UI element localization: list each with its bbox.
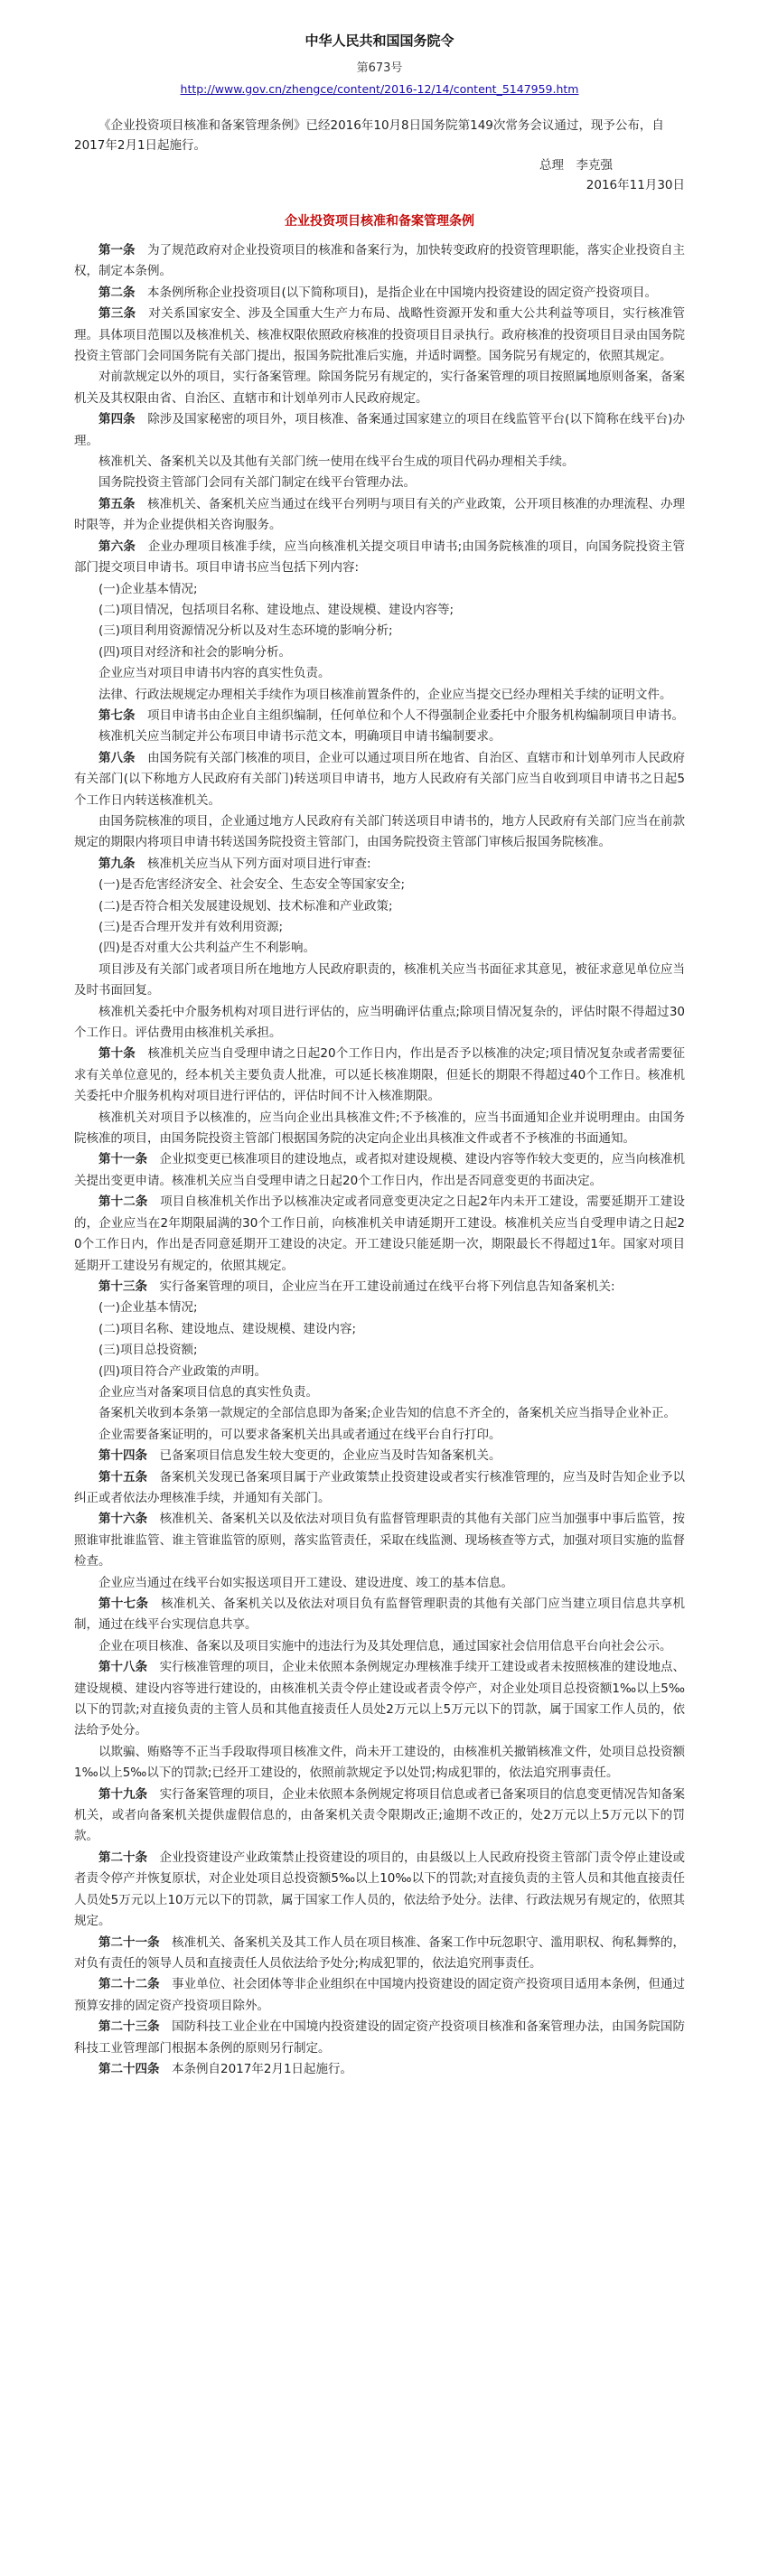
- clause-paragraph: [74, 600, 685, 621]
- paragraph-text: 核准机关、备案机关以及依法对项目负有监督管理职责的其他有关部门应当加强事中事后监管，按照谁审批谁监管、谁主管谁监管的原则，落实监管责任，采取在线监测、现场核查等方式，加强对项目实施的监督检查。: [74, 1512, 686, 1569]
- clause-paragraph: [74, 917, 685, 938]
- paragraph-text: (一)企业基本情况;: [98, 581, 198, 596]
- clause-paragraph: [74, 579, 685, 600]
- paragraph-text: 备案机关收到本条第一款规定的全部信息即为备案;企业告知的信息不齐全的，备案机关应当指导企业补正。: [98, 1406, 677, 1421]
- article-paragraph: [74, 2017, 685, 2059]
- article-number: 第十六条: [98, 1512, 148, 1527]
- paragraph-text: 企业办理项目核准手续，应当向核准机关提交项目申请书;由国务院核准的项目，向国务院投资主管部门提交项目申请书。项目申请书应当包括下列内容:: [74, 539, 685, 576]
- article-paragraph: [74, 304, 685, 367]
- clause-paragraph: [74, 938, 685, 959]
- article-number: 第十二条: [98, 1194, 148, 1210]
- article-paragraph: [74, 240, 685, 283]
- intro-paragraph: 《企业投资项目核准和备案管理条例》已经2016年10月8日国务院第149次常务会议通过，现予公布，自2017年2月1日起施行。: [74, 118, 664, 153]
- paragraph-text: 企业拟变更已核准项目的建设地点，或者拟对建设规模、建设内容等作较大变更的，应当向核准机关提出变更申请。核准机关应当自受理申请之日起20个工作日内，作出是否同意变更的书面决定。: [74, 1152, 686, 1188]
- article-paragraph: [74, 494, 685, 537]
- paragraph-text: 企业应当通过在线平台如实报送项目开工建设、建设进度、竣工的基本信息。: [98, 1575, 513, 1590]
- clause-paragraph: [74, 960, 685, 1002]
- paragraph-text: 对前款规定以外的项目，实行备案管理。除国务院另有规定的，实行备案管理的项目按照属地原则备案，备案机关及其权限由省、自治区、直辖市和计划单列市人民政府规定。: [74, 370, 685, 406]
- clause-paragraph: [74, 811, 685, 854]
- source-link-row: [74, 82, 685, 96]
- paragraph-text: (三)是否合理开发并有效利用资源;: [98, 920, 284, 934]
- article-number: 第十条: [98, 1046, 136, 1062]
- paragraph-text: 项目涉及有关部门或者项目所在地地方人民政府职责的，核准机关应当书面征求其意见，被征求意见单位应当及时书面回复。: [74, 961, 685, 998]
- clause-paragraph: [74, 1340, 685, 1361]
- article-number: 第七条: [98, 707, 136, 723]
- paragraph-text: 实行核准管理的项目，企业未依照本条例规定办理核准手续开工建设或者未按照核准的建设地点、建设规模、建设内容等进行建设的，由核准机关责令停止建设或者责令停产，对企业处项目总投资额1‰以上5‰以下的罚款;对直接负责的主管人员和其他直接责任人员处2万元以上5万元以下的罚款，属于国家工作人员的，依法给予处分。: [74, 1660, 686, 1738]
- paragraph-text: (一)是否危害经济安全、社会安全、生态安全等国家安全;: [98, 877, 406, 893]
- article-paragraph: [74, 1974, 685, 2017]
- article-paragraph: [74, 1149, 685, 1192]
- signatory: 总理 李克强: [539, 158, 613, 173]
- clause-paragraph: [74, 1362, 685, 1382]
- article-number: 第十五条: [98, 1469, 148, 1485]
- paragraph-text: 为了规范政府对企业投资项目的核准和备案行为，加快转变政府的投资管理职能，落实企业投资自主权，制定本条例。: [74, 243, 686, 279]
- clause-paragraph: [74, 1382, 685, 1403]
- regulation-body: [74, 240, 685, 2080]
- paragraph-text: 备案机关发现已备案项目属于产业政策禁止投资建设或者实行核准管理的，应当及时告知企业予以纠正或者依法办理核准手续，并通知有关部门。: [74, 1469, 686, 1505]
- paragraph-text: 除涉及国家秘密的项目外，项目核准、备案通过国家建立的项目在线监管平台(以下简称在线平台)办理。: [74, 412, 685, 448]
- paragraph-text: 企业应当对备案项目信息的真实性负责。: [98, 1384, 318, 1400]
- article-paragraph: [74, 283, 685, 304]
- clause-paragraph: [74, 1297, 685, 1318]
- article-paragraph: [74, 1446, 685, 1466]
- paragraph-text: 对关系国家安全、涉及全国重大生产力布局、战略性资源开发和重大公共利益等项目，实行核准管理。具体项目范围以及核准机关、核准权限依照政府核准的投资项目目录执行。政府核准的投资项目目录由国务院投资主管部门会同国务院有关部门提出，报国务院批准后实施，并适时调整。国务院另有规定的，依照其规定。: [74, 306, 686, 364]
- article-number: 第十七条: [98, 1597, 149, 1611]
- article-paragraph: [74, 2059, 685, 2080]
- paragraph-text: 本条例所称企业投资项目(以下简称项目)，是指企业在中国境内投资建设的固定资产投资项目。: [147, 285, 658, 300]
- paragraph-text: 核准机关、备案机关以及依法对项目负有监督管理职责的其他有关部门应当建立项目信息共享机制，通过在线平台实现信息共享。: [74, 1597, 686, 1633]
- paragraph-text: 项目自核准机关作出予以核准决定或者同意变更决定之日起2年内未开工建设，需要延期开工建设的，企业应当在2年期限届满的30个工作日前，向核准机关申请延期开工建设。核准机关应当自受理申请之日起20个工作日内，作出是否同意延期开工建设的决定。开工建设只能延期一次，期限最长不得超过1年。国家对项目延期开工建设另有规定的，依照其规定。: [74, 1194, 686, 1273]
- regulation-title: 企业投资项目核准和备案管理条例: [285, 214, 474, 229]
- article-paragraph: [74, 409, 685, 452]
- clause-paragraph: [74, 896, 685, 917]
- article-paragraph: [74, 1848, 685, 1933]
- article-number: 第十三条: [98, 1279, 147, 1294]
- paragraph-text: 实行备案管理的项目，企业未依照本条例规定将项目信息或者已备案项目的信息变更情况告知备案机关，或者向备案机关提供虚假信息的，由备案机关责令限期改正;逾期不改正的，处2万元以上5万元以下的罚款。: [74, 1786, 686, 1844]
- article-number: 第十四条: [98, 1448, 147, 1464]
- paragraph-text: 核准机关、备案机关以及其他有关部门统一使用在线平台生成的项目代码办理相关手续。: [98, 454, 575, 470]
- article-number: 第六条: [98, 539, 136, 554]
- article-number: 第二十二条: [98, 1977, 160, 1992]
- article-number: 第三条: [98, 306, 136, 322]
- clause-paragraph: [74, 621, 685, 642]
- article-number: 第二十四条: [98, 2061, 160, 2076]
- paragraph-text: (一)企业基本情况;: [98, 1300, 198, 1316]
- paragraph-text: 核准机关委托中介服务机构对项目进行评估的，应当明确评估重点;除项目情况复杂的，评估时限不得超过30个工作日。评估费用由核准机关承担。: [74, 1004, 685, 1041]
- article-number: 第八条: [98, 750, 136, 765]
- paragraph-text: (四)项目对经济和社会的影响分析。: [98, 644, 292, 660]
- article-number: 第二十条: [98, 1850, 148, 1865]
- paragraph-text: 核准机关对项目予以核准的，应当向企业出具核准文件;不予核准的，应当书面通知企业并说明理由。由国务院核准的项目，由国务院投资主管部门根据国务院的决定向企业出具核准文件或者不予核准的书面通知。: [74, 1110, 685, 1147]
- article-paragraph: [74, 748, 685, 811]
- clause-paragraph: [74, 367, 685, 409]
- paragraph-text: 核准机关、备案机关应当通过在线平台列明与项目有关的产业政策，公开项目核准的办理流程、办理时限等，并为企业提供相关咨询服务。: [74, 496, 686, 533]
- article-paragraph: [74, 1044, 685, 1107]
- article-paragraph: [74, 1277, 685, 1297]
- decree-number: 第673号: [356, 61, 403, 75]
- article-paragraph: [74, 1192, 685, 1277]
- article-number: 第十一条: [98, 1152, 148, 1167]
- clause-paragraph: [74, 1573, 685, 1594]
- article-paragraph: [74, 1467, 685, 1510]
- article-paragraph: [74, 537, 685, 579]
- paragraph-text: (二)项目情况，包括项目名称、建设地点、建设规模、建设内容等;: [98, 602, 454, 617]
- clause-paragraph: [74, 1425, 685, 1446]
- paragraph-text: 企业需要备案证明的，可以要求备案机关出具或者通过在线平台自行打印。: [98, 1427, 501, 1442]
- clause-paragraph: [74, 1403, 685, 1424]
- paragraph-text: 实行备案管理的项目，企业应当在开工建设前通过在线平台将下列信息告知备案机关:: [159, 1279, 615, 1294]
- clause-paragraph: [74, 642, 685, 663]
- paragraph-text: (四)是否对重大公共利益产生不利影响。: [98, 941, 316, 956]
- paragraph-text: 核准机关应当制定并公布项目申请书示范文本，明确项目申请书编制要求。: [98, 729, 501, 745]
- clause-paragraph: [74, 1636, 685, 1657]
- clause-paragraph: [74, 685, 685, 706]
- paragraph-text: 企业应当对项目申请书内容的真实性负责。: [98, 666, 331, 681]
- paragraph-text: 核准机关应当自受理申请之日起20个工作日内，作出是否予以核准的决定;项目情况复杂或者需要征求有关单位意见的，经本机关主要负责人批准，可以延长核准期限，但延长的期限不得超过40个工作日。核准机关委托中介服务机构对项目进行评估的，评估时间不计入核准期限。: [74, 1046, 685, 1104]
- article-paragraph: [74, 1784, 685, 1848]
- article-number: 第四条: [98, 412, 136, 427]
- clause-paragraph: [74, 1742, 685, 1784]
- clause-paragraph: [74, 663, 685, 684]
- article-paragraph: [74, 1657, 685, 1742]
- paragraph-text: (二)项目名称、建设地点、建设规模、建设内容;: [98, 1321, 357, 1336]
- paragraph-text: 法律、行政法规规定办理相关手续作为项目核准前置条件的，企业应当提交已经办理相关手续的证明文件。: [98, 687, 672, 702]
- clause-paragraph: [74, 875, 685, 895]
- clause-paragraph: [74, 1319, 685, 1340]
- article-paragraph: [74, 706, 685, 726]
- paragraph-text: 国务院投资主管部门会同有关部门制定在线平台管理办法。: [98, 475, 416, 491]
- paragraph-text: 项目申请书由企业自主组织编制，任何单位和个人不得强制企业委托中介服务机构编制项目申请书。: [147, 707, 684, 723]
- paragraph-text: (二)是否符合相关发展建设规划、技术标准和产业政策;: [98, 898, 393, 913]
- paragraph-text: 企业在项目核准、备案以及项目实施中的违法行为及其处理信息，通过国家社会信用信息平台向社会公示。: [98, 1638, 672, 1653]
- paragraph-text: 由国务院有关部门核准的项目，企业可以通过项目所在地省、自治区、直辖市和计划单列市人民政府有关部门(以下称地方人民政府有关部门)转送项目申请书，地方人民政府有关部门应当自收到项目申请书之日起5个工作日内转送核准机关。: [74, 750, 686, 808]
- article-number: 第十八条: [98, 1660, 148, 1675]
- source-url-link[interactable]: http://www.gov.cn/zhengce/content/2016-12/14/content_5147959.htm: [180, 82, 579, 96]
- paragraph-text: (三)项目利用资源情况分析以及对生态环境的影响分析;: [98, 623, 393, 639]
- paragraph-text: (三)项目总投资额;: [98, 1343, 198, 1358]
- article-number: 第十九条: [98, 1786, 148, 1802]
- clause-paragraph: [74, 1108, 685, 1150]
- paragraph-text: 由国务院核准的项目，企业通过地方人民政府有关部门转送项目申请书的，地方人民政府有关部门应当在前款规定的期限内将项目申请书转送国务院投资主管部门，由国务院投资主管部门审核后报国务院核准。: [74, 813, 685, 850]
- article-paragraph: [74, 854, 685, 875]
- paragraph-text: 国防科技工业企业在中国境内投资建设的固定资产投资项目核准和备案管理办法，由国务院国防科技工业管理部门根据本条例的原则另行制定。: [74, 2019, 686, 2056]
- article-number: 第九条: [98, 856, 136, 871]
- clause-paragraph: [74, 726, 685, 747]
- paragraph-text: 事业单位、社会团体等非企业组织在中国境内投资建设的固定资产投资项目适用本条例，但通过预算安排的固定资产投资项目除外。: [74, 1977, 686, 2013]
- article-number: 第二十三条: [98, 2019, 160, 2035]
- paragraph-text: 本条例自2017年2月1日起施行。: [172, 2061, 353, 2076]
- paragraph-text: (四)项目符合产业政策的声明。: [98, 1363, 267, 1379]
- clause-paragraph: [74, 473, 685, 493]
- paragraph-text: 核准机关、备案机关及其工作人员在项目核准、备案工作中玩忽职守、滥用职权、徇私舞弊的，对负有责任的领导人员和直接责任人员依法给予处分;构成犯罪的，依法追究刑事责任。: [74, 1934, 686, 1971]
- paragraph-text: 企业投资建设产业政策禁止投资建设的项目的，由县级以上人民政府投资主管部门责令停止建设或者责令停产并恢复原状，对企业处项目总投资额5‰以上10‰以下的罚款;对直接负责的主管人员和其他直接责任人员处5万元以上10万元以下的罚款，属于国家工作人员的，依法给予处分。法律、行政法规另有规定的，依照其规定。: [74, 1850, 686, 1929]
- paragraph-text: 核准机关应当从下列方面对项目进行审查:: [147, 856, 371, 871]
- clause-paragraph: [74, 1002, 685, 1044]
- article-paragraph: [74, 1509, 685, 1572]
- article-number: 第五条: [98, 496, 136, 511]
- article-number: 第二十一条: [98, 1934, 160, 1950]
- paragraph-text: 以欺骗、贿赂等不正当手段取得项目核准文件，尚未开工建设的，由核准机关撤销核准文件，处项目总投资额1‰以上5‰以下的罚款;已经开工建设的，依照前款规定予以处罚;构成犯罪的，依法追究刑事责任。: [74, 1744, 685, 1781]
- paragraph-text: 已备案项目信息发生较大变更的，企业应当及时告知备案机关。: [159, 1448, 501, 1464]
- signature-date: 2016年11月30日: [586, 178, 685, 192]
- article-paragraph: [74, 1594, 685, 1636]
- article-number: 第一条: [98, 243, 136, 258]
- clause-paragraph: [74, 452, 685, 473]
- article-number: 第二条: [98, 285, 136, 300]
- decree-title: 中华人民共和国国务院令: [305, 33, 454, 49]
- article-paragraph: [74, 1933, 685, 1975]
